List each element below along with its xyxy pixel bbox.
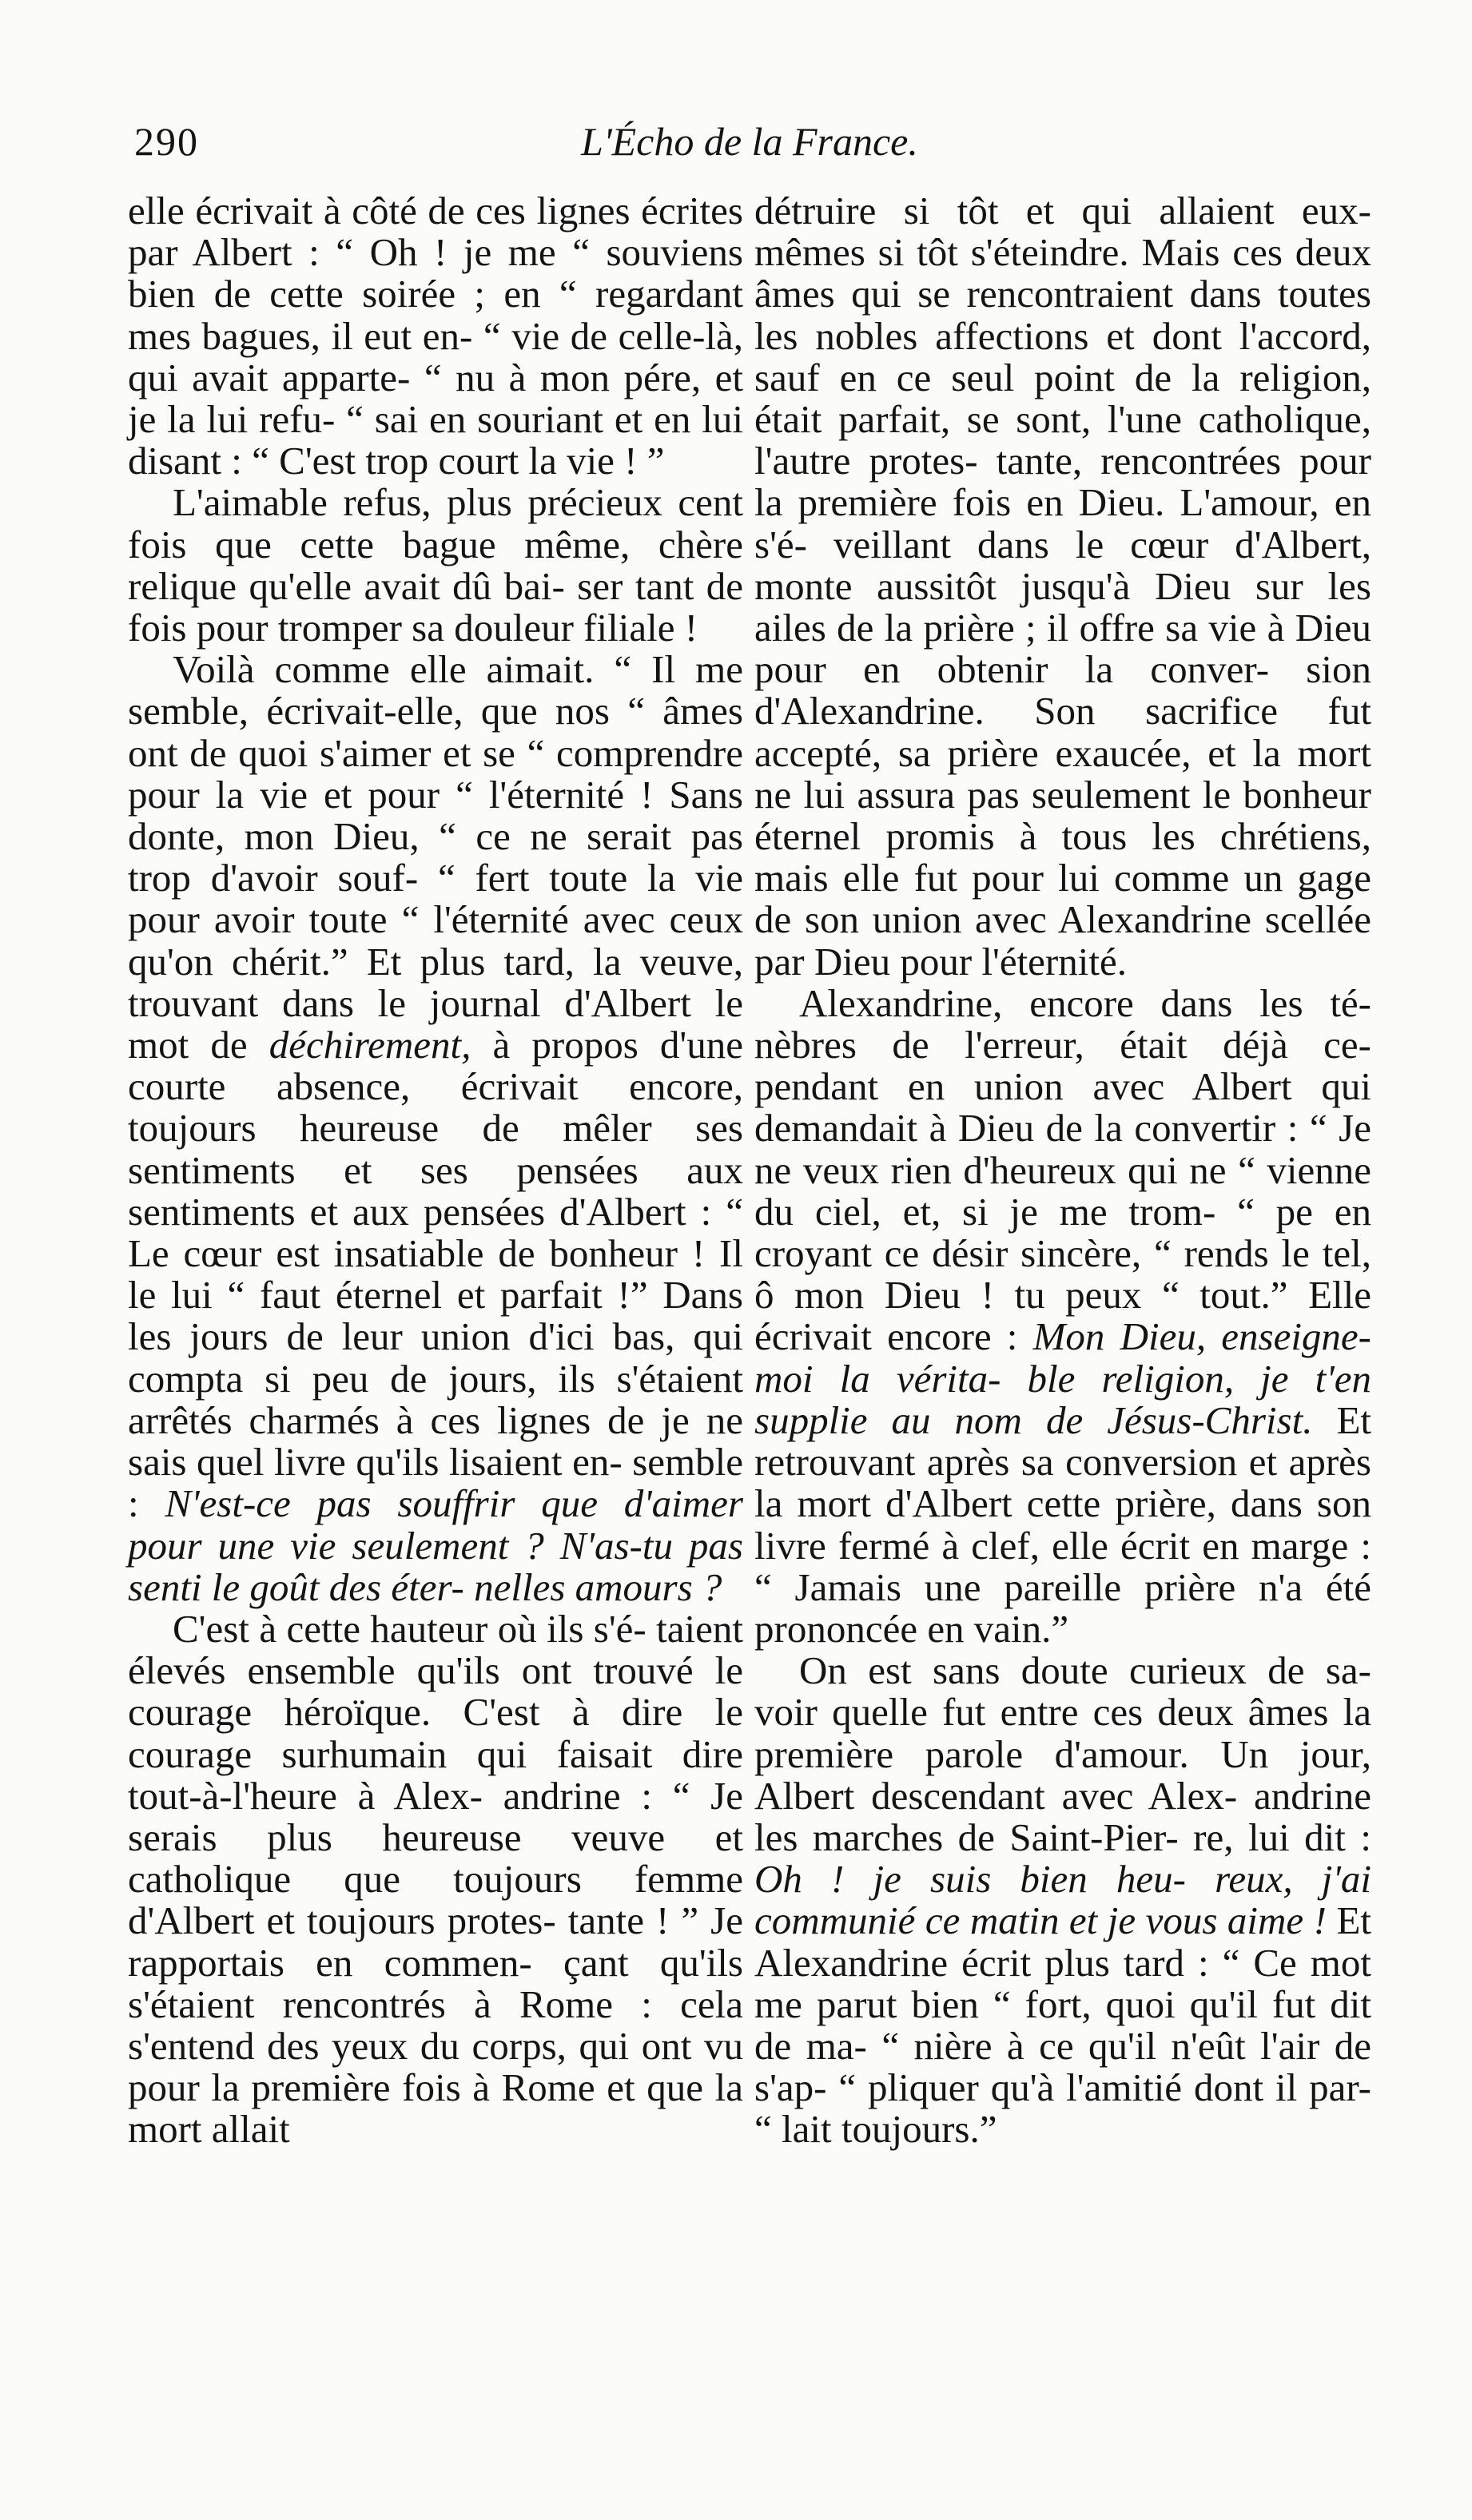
italic-quote: N'est-ce pas souffrir que d'aimer pour une vie seulement ? N'as-tu pas senti le goût des éter- nelles amours ?: [128, 1481, 743, 1609]
paragraph-text: détruire si tôt et qui allaient eux- mêmes si tôt s'éteindre. Mais ces deux âmes qui se rencontraient dans toutes les nobles affections et dont l'accord, sauf en ce seul point de la religion, était parfait, se sont, l'une catholique, l'autre protes- tante, rencontrées pour la première fois en Dieu. L'amour, en s'é- veillant dans le cœur d'Albert, monte aussitôt jusqu'à Dieu sur les ailes de la prière ; il offre sa vie à Dieu pour en obtenir la conver- sion d'Alexandrine. Son sacrifice fut accepté, sa prière exaucée, et la mort ne lui assura pas seulement le bonheur éternel promis à tous les chrétiens, mais elle fut pour lui comme un gage de son union avec Alexandrine scellée par Dieu pour l'éternité.: [754, 189, 1371, 984]
page-header: [134, 118, 1365, 174]
paragraph: [128, 482, 743, 649]
paragraph: [128, 190, 743, 482]
italic-quote: Oh ! je suis bien heu- reux, j'ai communié ce matin et je vous aime !: [754, 1857, 1371, 1943]
running-title: L'Écho de la France.: [581, 119, 918, 164]
right-column: [754, 190, 1371, 2151]
paragraph: [128, 649, 743, 1608]
left-column: [128, 190, 743, 2151]
italic-text: déchirement,: [269, 1023, 471, 1067]
paragraph-text: Et Alexandrine écrit plus tard : “ Ce mot me parut bien “ fort, quoi qu'il fut dit de ma- “ nière à ce qu'il n'eût l'air de s'ap- “ pliquer qu'à l'amitié dont il par- “ lait toujours.”: [754, 1898, 1371, 2152]
paragraph: [754, 980, 1372, 1651]
paragraph-text: Alexandrine, encore dans les té- nèbres de l'erreur, était déjà ce- pendant en union avec Albert qui demandait à Dieu de la convertir : “ Je ne veux rien d'heureux qui ne “ vienne du ciel, et, si je me trom- “ pe en croyant ce désir sincère, “ rends le tel, ô mon Dieu ! tu peux “ tout.” Elle écrivait encore :: [754, 980, 1371, 1359]
paragraph-text: Et retrouvant après sa conversion et après la mort d'Albert cette prière, dans son livre fermé à clef, elle écrit en marge : “ Jamais une pareille prière n'a été prononcée en vain.”: [754, 1397, 1372, 1651]
paragraph-text: à propos d'une courte absence, écrivait encore, toujours heureuse de mêler ses sentiments et ses pensées aux sentiments et aux pensées d'Albert : “ Le cœur est insatiable de bonheur ! Il le lui “ faut éternel et parfait !” Dans les jours de leur union d'ici bas, qui compta si peu de jours, ils s'étaient arrêtés charmés à ces lignes de je ne sais quel livre qu'ils lisaient en- semble :: [128, 1023, 744, 1526]
page-number: 290: [134, 119, 199, 164]
paragraph-text: Voilà comme elle aimait. “ Il me semble, écrivait-elle, que nos “ âmes ont de quoi s'aimer et se “ comprendre pour la vie et pour “ l'éternité ! Sans donte, mon Dieu, “ ce ne serait pas trop d'avoir souf- “ fert toute la vie pour avoir toute “ l'éternité avec ceux qu'on chérit.” Et plus tard, la veuve, trouvant dans le journal d'Albert le mot de: [128, 647, 743, 1067]
paragraph-text: L'aimable refus, plus précieux cent fois que cette bague même, chère relique qu'elle avait dû bai- ser tant de fois pour tromper sa douleur filiale !: [128, 480, 743, 650]
paragraph-text: elle écrivait à côté de ces lignes écrites par Albert : “ Oh ! je me “ souviens bien de cette soirée ; en “ regardant mes bagues, il eut en- “ vie de celle-là, qui avait apparte- “ nu à mon pére, et je la lui refu- “ sai en souriant et en lui disant : “ C'est trop court la vie ! ”: [128, 189, 743, 483]
italic-quote: Mon Dieu, enseigne-moi la vérita- ble religion, je t'en supplie au nom de Jésus-Christ.: [754, 1314, 1371, 1442]
paragraph: [754, 1650, 1371, 2150]
paragraph-text: On est sans doute curieux de sa- voir quelle fut entre ces deux âmes la première parole d'amour. Un jour, Albert descendant avec Alex- andrine les marches de Saint-Pier- re, lui dit :: [754, 1648, 1371, 1859]
paragraph: [128, 1608, 743, 2151]
paragraph-text: C'est à cette hauteur où ils s'é- taient élevés ensemble qu'ils ont trouvé le courage héroïque. C'est à dire le courage surhumain qui faisait dire tout-à-l'heure à Alex- andrine : “ Je serais plus heureuse veuve et catholique que toujours femme d'Albert et toujours protes- tante ! ” Je rapportais en commen- çant qu'ils s'étaient rencontrés à Rome : cela s'entend des yeux du corps, qui ont vu pour la première fois à Rome et que la mort allait: [128, 1606, 743, 2152]
paragraph: [754, 190, 1371, 983]
